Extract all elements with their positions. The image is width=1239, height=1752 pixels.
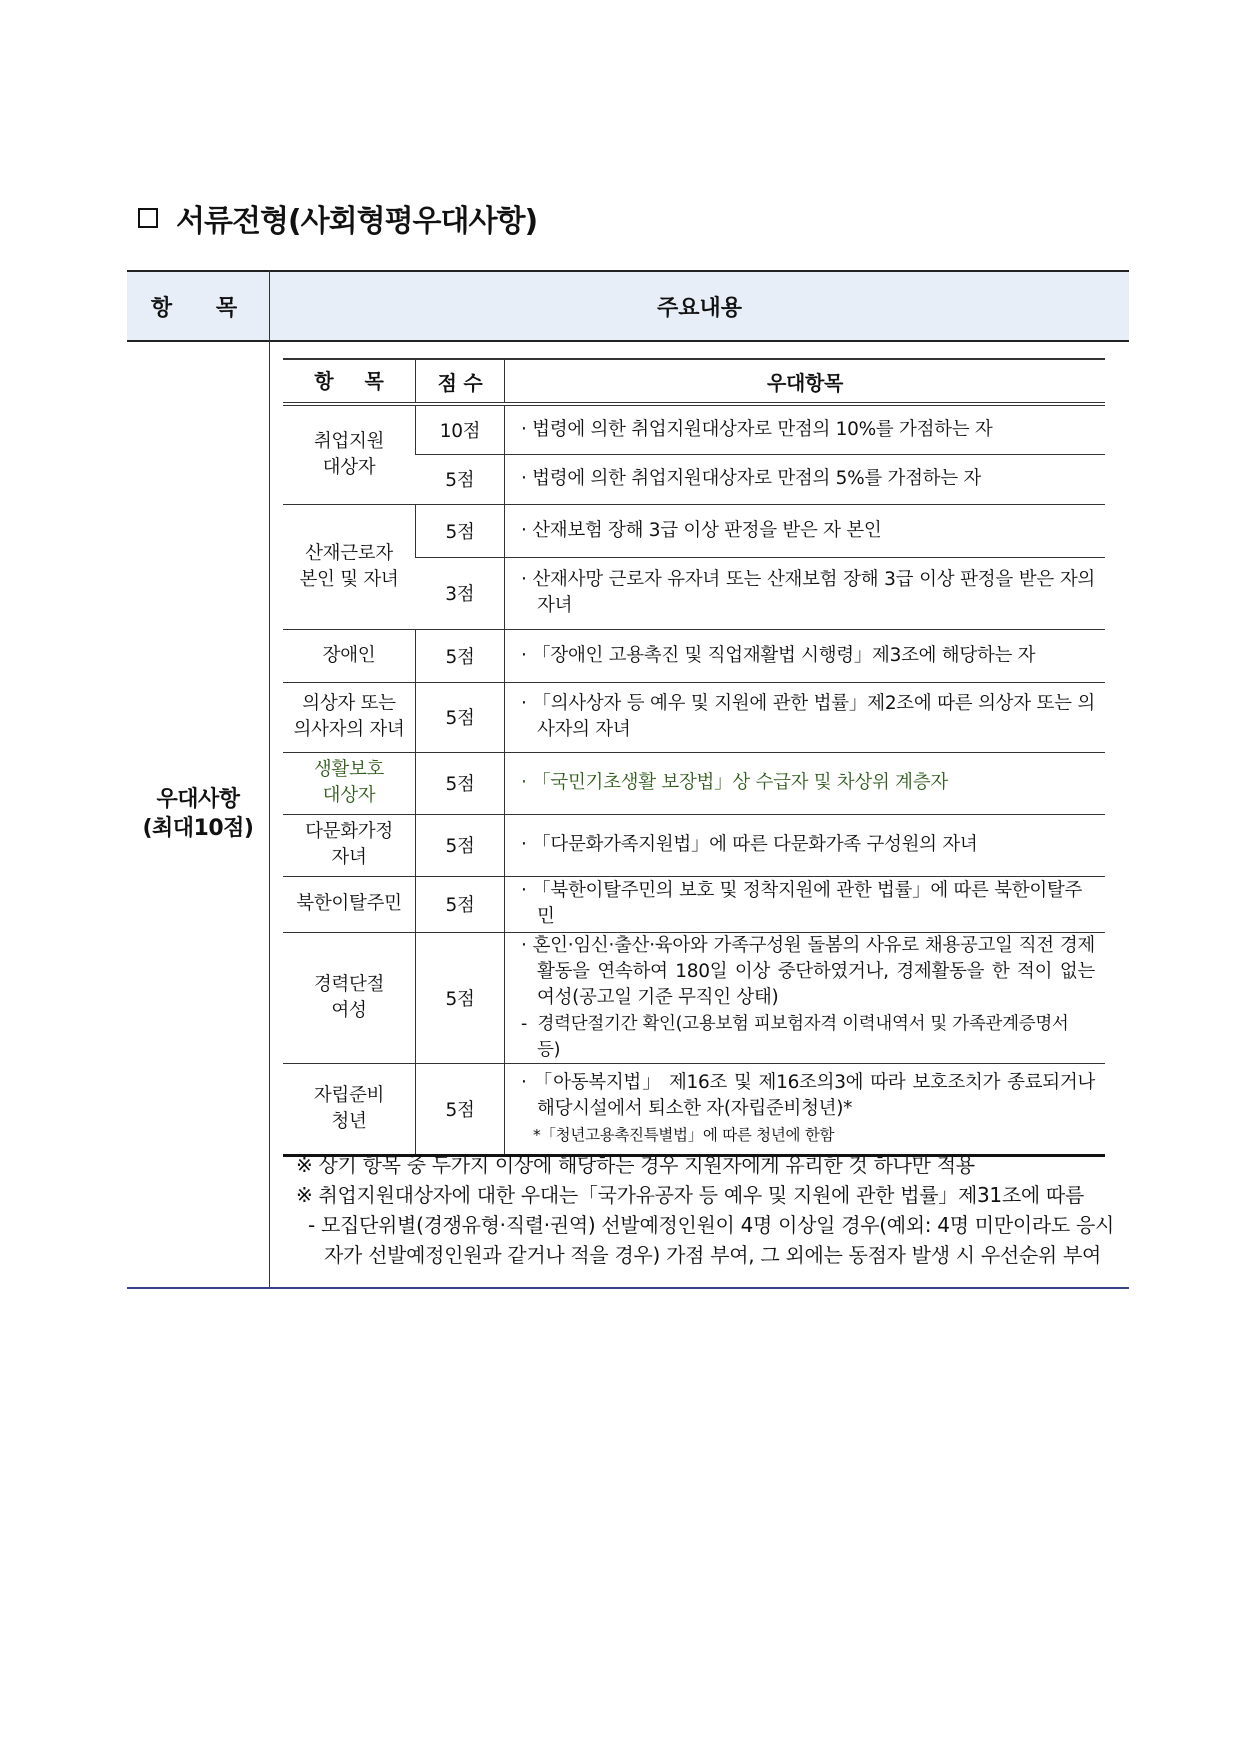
desc-cell: · 「북한이탈주민의 보호 및 정착지원에 관한 법률」에 따른 북한이탈주민 (505, 876, 1106, 932)
header-item: 항 목 (283, 359, 416, 404)
section-title: 서류전형(사회형평우대사항) (176, 204, 538, 239)
table-row (283, 504, 1105, 557)
table-row (283, 404, 1105, 454)
desc-cell: · 「의사상자 등 예우 및 지원에 관한 법률」제2조에 따른 의상자 또는 의사자의 자녀 (505, 682, 1106, 752)
score-cell: 5점 (416, 932, 505, 1063)
footnote-3: - 모집단위별(경쟁유형·직렬·권역) 선발예정인원이 4명 이상일 경우(예외: 4명 미만이라도 응시 (308, 1213, 1115, 1237)
footnotes (296, 1150, 1116, 1270)
table-row (283, 814, 1105, 876)
category-cell: 경력단절 여성 (283, 932, 416, 1063)
table-row (283, 752, 1105, 814)
table-row (283, 1063, 1105, 1155)
category-cell: 산재근로자 본인 및 자녀 (283, 504, 416, 629)
score-cell: 5점 (416, 814, 505, 876)
preference-table (283, 358, 1105, 1157)
score-cell: 5점 (416, 1063, 505, 1155)
score-cell: 5점 (416, 876, 505, 932)
score-cell: 10점 (416, 404, 505, 454)
category-cell: 다문화가정 자녀 (283, 814, 416, 876)
footnote-1: ※ 상기 항목 중 두가지 이상에 해당하는 경우 지원자에게 유리한 것 하나만 적용 (296, 1153, 975, 1177)
checkbox-square-icon (138, 208, 158, 228)
score-cell: 3점 (416, 557, 505, 629)
table-row (283, 629, 1105, 682)
score-cell: 5점 (416, 504, 505, 557)
outer-header-item: 항 목 (150, 295, 256, 321)
desc-cell: · 혼인·임신·출산·육아와 가족구성원 돌봄의 사유로 채용공고일 직전 경제활동을 연속하여 180일 이상 중단하였거나, 경제활동을 한 적이 없는 여성(공고일 기준 무직인 상태) - 경력단절기간 확인(고용보험 피보험자격 이력내역서 및 가족관계증명서 등) (505, 932, 1106, 1063)
category-cell: 장애인 (283, 629, 416, 682)
category-cell: 자립준비 청년 (283, 1063, 416, 1155)
footnote-2: ※ 취업지원대상자에 대한 우대는「국가유공자 등 예우 및 지원에 관한 법률」제31조에 따름 (296, 1183, 1084, 1207)
category-cell: 생활보호 대상자 (283, 752, 416, 814)
desc-cell: · 산재사망 근로자 유자녀 또는 산재보험 장해 3급 이상 판정을 받은 자의 자녀 (505, 557, 1106, 629)
table-header-row (283, 359, 1105, 404)
desc-cell: · 「장애인 고용촉진 및 직업재활법 시행령」제3조에 해당하는 자 (505, 629, 1106, 682)
category-cell: 의상자 또는 의사자의 자녀 (283, 682, 416, 752)
category-cell: 취업지원 대상자 (283, 404, 416, 504)
category-cell: 북한이탈주민 (283, 876, 416, 932)
desc-cell: · 「아동복지법」 제16조 및 제16조의3에 따라 보호조치가 종료되거나 해당시설에서 퇴소한 자(자립준비청년)* *「청년고용촉진특별법」에 따른 청년에 한함 (505, 1063, 1106, 1155)
score-cell: 5점 (416, 682, 505, 752)
score-cell: 5점 (416, 752, 505, 814)
section-heading (138, 196, 537, 240)
outer-header-content: 주요내용 (656, 295, 742, 321)
header-score: 점 수 (416, 359, 505, 404)
table-row (283, 932, 1105, 1063)
table-row (283, 682, 1105, 752)
desc-cell: · 법령에 의한 취업지원대상자로 만점의 5%를 가점하는 자 (505, 454, 1106, 504)
table-row (283, 876, 1105, 932)
desc-cell: · 법령에 의한 취업지원대상자로 만점의 10%를 가점하는 자 (505, 404, 1106, 454)
desc-cell: · 「국민기초생활 보장법」상 수급자 및 차상위 계층자 (505, 752, 1106, 814)
score-cell: 5점 (416, 629, 505, 682)
desc-cell: · 「다문화가족지원법」에 따른 다문화가족 구성원의 자녀 (505, 814, 1106, 876)
footnote-4: 자가 선발예정인원과 같거나 적을 경우) 가점 부여, 그 외에는 동점자 발생 시 우선순위 부여 (324, 1243, 1102, 1267)
desc-cell: · 산재보험 장해 3급 이상 판정을 받은 자 본인 (505, 504, 1106, 557)
outer-side-label: 우대사항 (최대10점) (142, 787, 254, 841)
header-preference: 우대항목 (505, 359, 1106, 404)
score-cell: 5점 (416, 454, 505, 504)
